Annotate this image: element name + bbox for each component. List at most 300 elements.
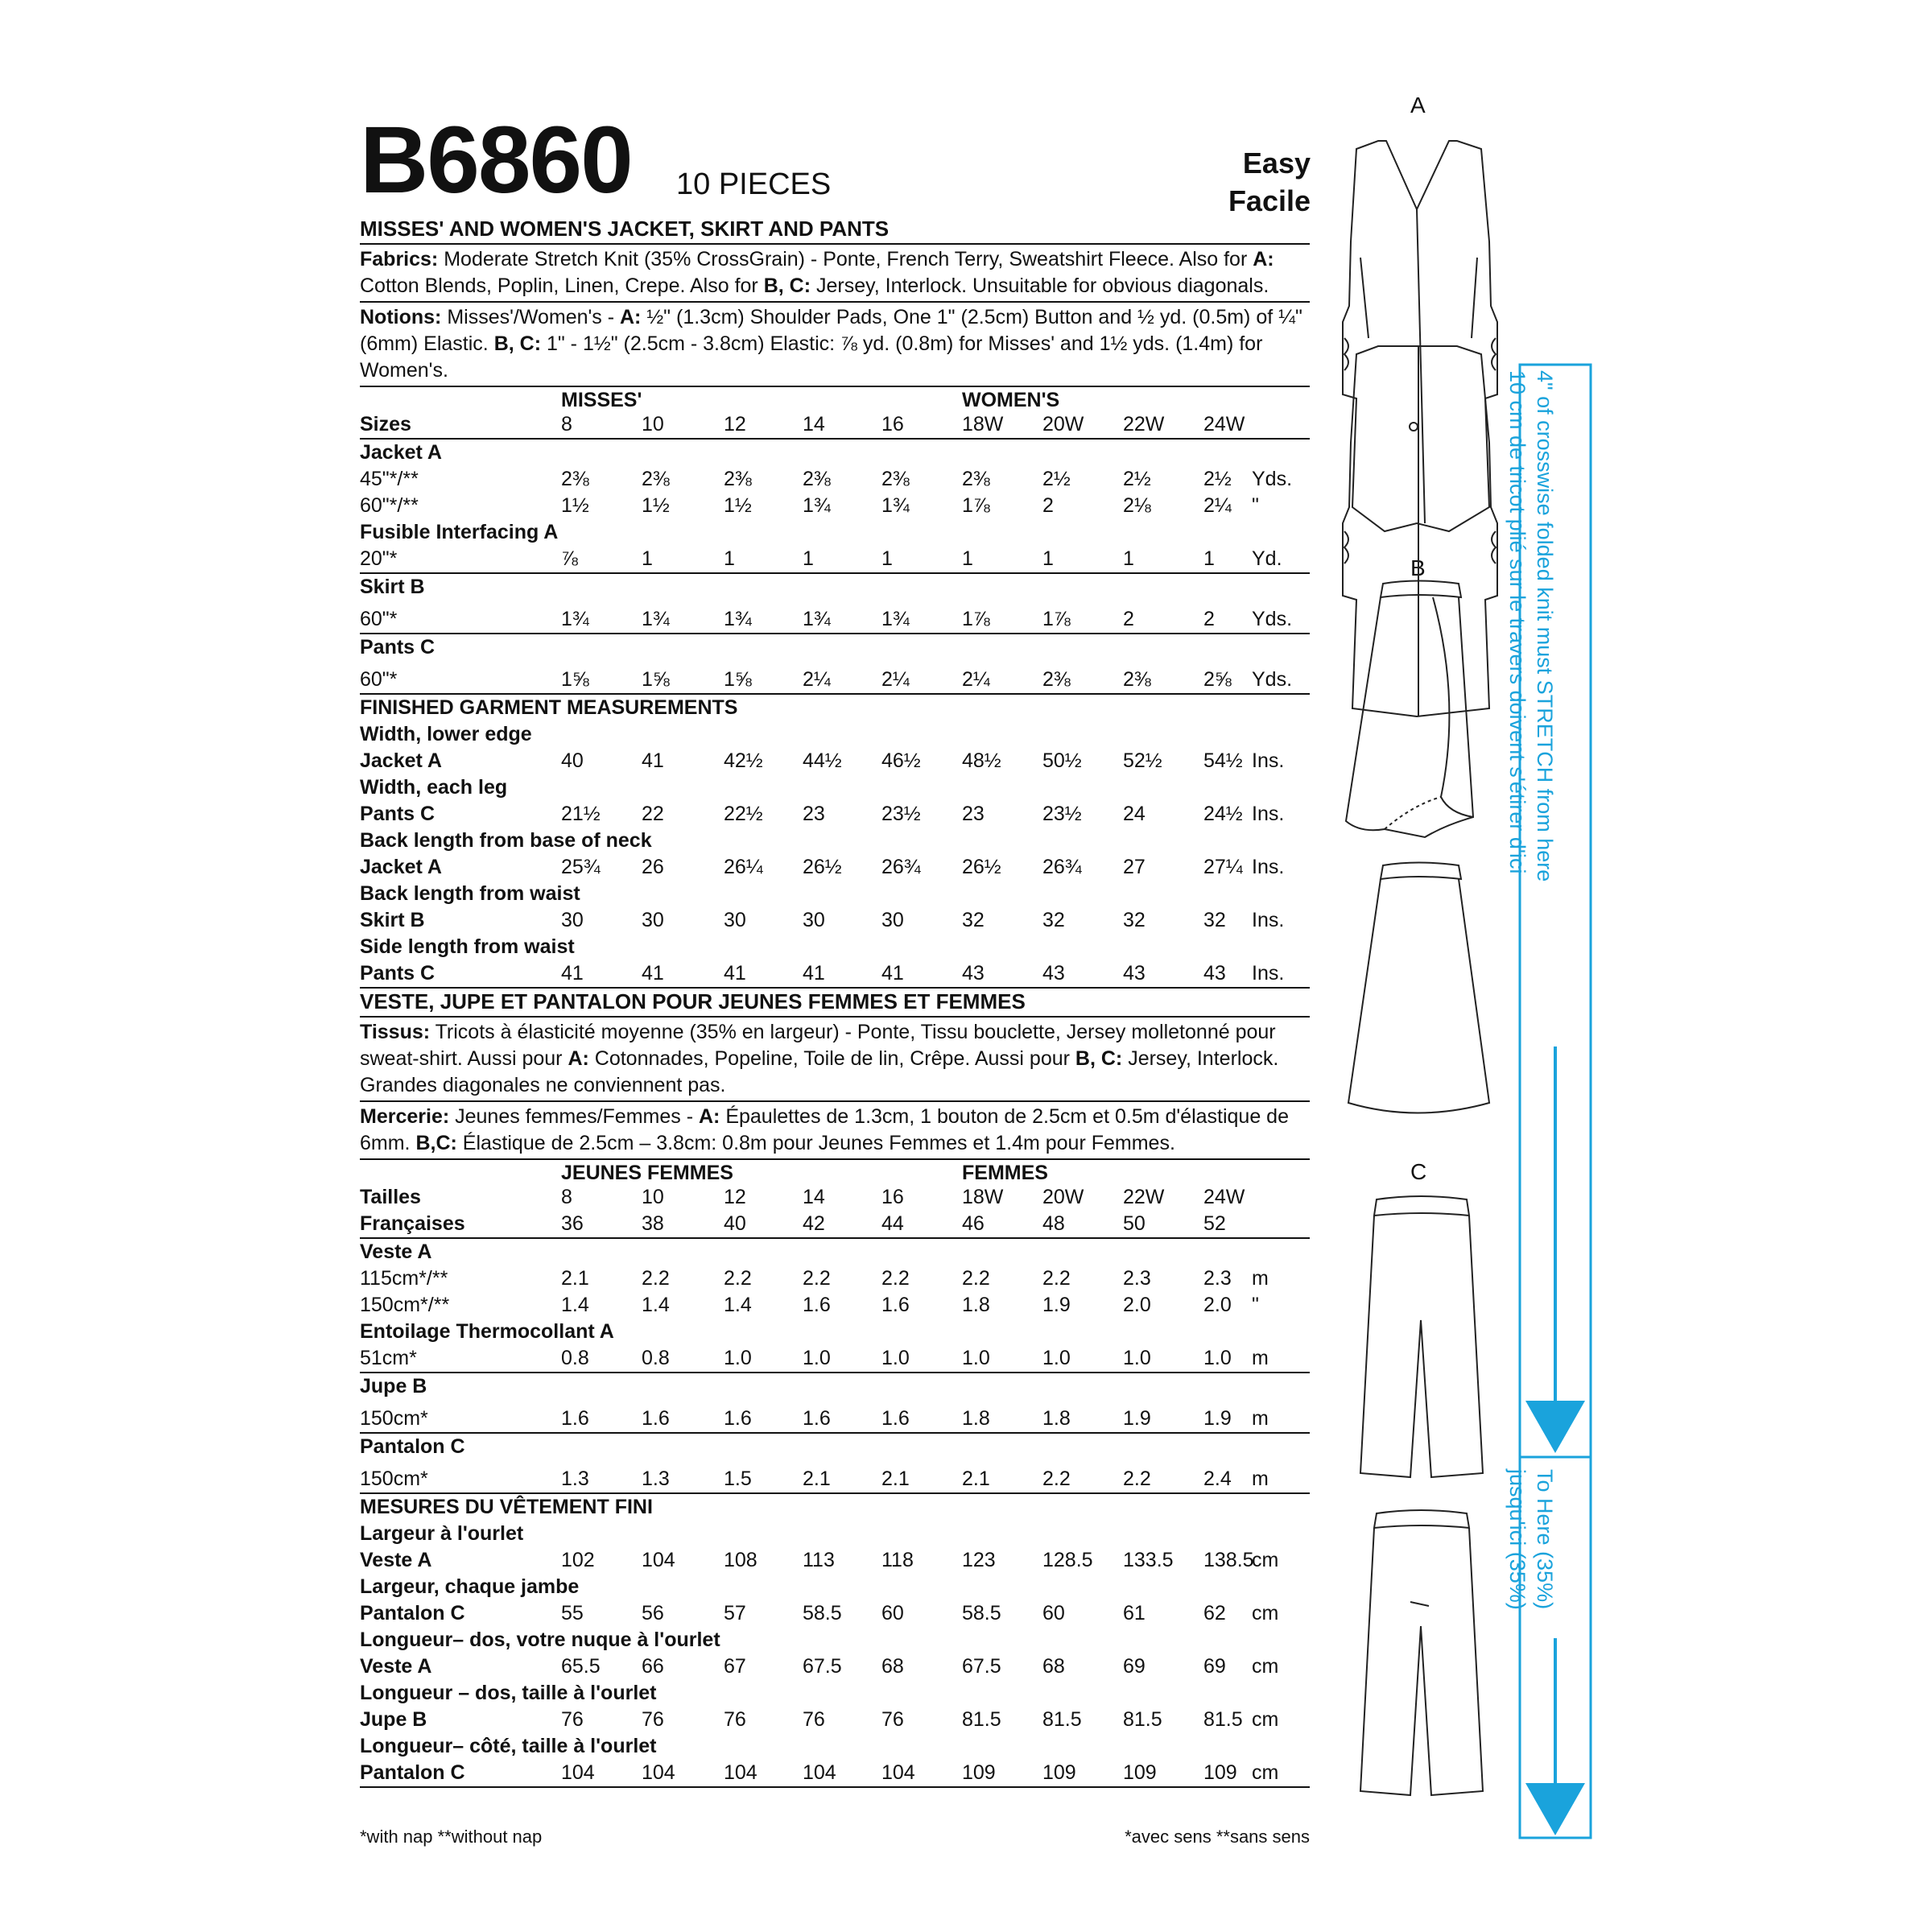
pantalon-150-row-cell: 2.1 xyxy=(803,1468,831,1490)
fusible-20-row-cell: 1 xyxy=(642,547,653,570)
largeur-jambe-row-unit: cm xyxy=(1252,1602,1279,1624)
back-neck-row-cell: 25¾ xyxy=(561,856,601,878)
largeur-ourlet-row-cell: 108 xyxy=(724,1549,758,1571)
jacket-45-row-cell: 2⅜ xyxy=(962,468,990,490)
veste-115-row-cell: 2.3 xyxy=(1123,1267,1151,1290)
veste-115-row-cell: 2.2 xyxy=(642,1267,670,1290)
skirt-60-row-cell: 1¾ xyxy=(642,608,670,630)
level-fr: Facile xyxy=(1228,184,1311,217)
title-fr: VESTE, JUPE ET PANTALON POUR JEUNES FEMMES ET FEMMES xyxy=(360,989,1310,1018)
jacket-45-row-cell: 2½ xyxy=(1042,468,1071,490)
sizes-row-cell: 8 xyxy=(561,413,572,436)
sizes-row-cell: 22W xyxy=(1123,413,1165,436)
stretch-gauge-line-1: 4" of crosswise folded knit must STRETCH from here xyxy=(1533,370,1557,882)
notions-text-2: ½" (1.3cm) Shoulder Pads, One 1" (2.5cm) Button and ½ yd. (0.5m) of ¼" (6mm) Elastic. xyxy=(360,306,1302,355)
jacket-45-row-cell: 2⅜ xyxy=(642,468,670,490)
tissus-fr-part: Tissus: xyxy=(360,1021,431,1043)
fusible-heading-label: Fusible Interfacing A xyxy=(360,521,559,543)
width-lower-row-cell: 48½ xyxy=(962,749,1001,772)
largeur-jambe-row-cell: 55 xyxy=(561,1602,584,1624)
skirt-60-row-cell: 1⅞ xyxy=(962,608,990,630)
width-lower-row-cell: 42½ xyxy=(724,749,763,772)
footnote-en: *with nap **without nap xyxy=(360,1827,543,1847)
jacket-60-row-cell: 1⅞ xyxy=(962,494,990,517)
back-neck-row-cell: 27¼ xyxy=(1203,856,1243,878)
pants-60-row-cell: 2¼ xyxy=(962,668,990,691)
largeur-jambe-row-cell: 58.5 xyxy=(962,1602,1001,1624)
long-taille-row-cell: 76 xyxy=(642,1708,664,1731)
largeur-jambe-row-cell: 60 xyxy=(1042,1602,1065,1624)
veste-150-row-cell: 2.0 xyxy=(1203,1294,1232,1316)
tailles-row-cell: 18W xyxy=(962,1186,1004,1208)
entoilage-51-row-cell: 1.0 xyxy=(1123,1347,1151,1369)
width-leg-row-cell: 22 xyxy=(642,803,664,825)
veste-115-row-unit: m xyxy=(1252,1267,1269,1290)
back-waist-row-label: Skirt B xyxy=(360,909,425,931)
jacket-front-illustration xyxy=(1343,141,1497,531)
pants-back-illustration xyxy=(1360,1510,1483,1795)
width-lower-row-unit: Ins. xyxy=(1252,749,1285,772)
pants-60-row-cell: 2⅝ xyxy=(1203,668,1232,691)
jacket-60-row-cell: 2¼ xyxy=(1203,494,1232,517)
skirt-60-row-cell: 1¾ xyxy=(724,608,752,630)
pieces-count: 10 PIECES xyxy=(676,167,832,201)
long-taille-row-cell: 81.5 xyxy=(1042,1708,1082,1731)
group-jeunes: JEUNES FEMMES xyxy=(561,1162,733,1184)
fabrics-text-2: Cotton Blends, Poplin, Linen, Crepe. Also for xyxy=(360,275,764,297)
long-nuque-row-cell: 68 xyxy=(1042,1655,1065,1678)
mercerie-fr-part: Épaulettes de 1.3cm, 1 bouton de 2.5cm et 0.5m d'élastique de 6mm. xyxy=(360,1105,1289,1154)
tissus-fr-part: Tricots à élasticité moyenne (35% en largeur) - Ponte, Tissu bouclette, Jersey molletonné pour sweat-shirt. Aussi pour xyxy=(360,1021,1276,1070)
width-lower-row-cell: 54½ xyxy=(1203,749,1243,772)
largeur-jambe-row-label: Pantalon C xyxy=(360,1602,465,1624)
veste-heading-label: Veste A xyxy=(360,1241,432,1263)
fabrics-text-1: Moderate Stretch Knit (35% CrossGrain) - Ponte, French Terry, Sweatshirt Fleece. Also for xyxy=(438,248,1253,270)
jacket-60-row-cell: 1½ xyxy=(642,494,670,517)
largeur-jambe-row-cell: 56 xyxy=(642,1602,664,1624)
largeur-ourlet-row-cell: 118 xyxy=(881,1549,914,1571)
veste-115-row-cell: 2.2 xyxy=(1042,1267,1071,1290)
side-waist-row-cell: 43 xyxy=(962,962,985,985)
notions-bc: B, C: xyxy=(493,332,542,355)
back-waist-row-unit: Ins. xyxy=(1252,909,1285,931)
jupe-150-row-cell: 1.6 xyxy=(724,1407,752,1430)
veste-115-row-label: 115cm*/** xyxy=(360,1267,448,1290)
width-leg-row-cell: 21½ xyxy=(561,803,601,825)
pants-60-row-unit: Yds. xyxy=(1252,668,1293,691)
tailles-row-cell: 22W xyxy=(1123,1186,1165,1208)
mercerie-fr-part: Jeunes femmes/Femmes - xyxy=(449,1105,699,1128)
back-waist-row-cell: 32 xyxy=(962,909,985,931)
side-waist-row-cell: 41 xyxy=(642,962,664,985)
jacket-45-row-cell: 2½ xyxy=(1203,468,1232,490)
width-lower-row-label: Jacket A xyxy=(360,749,442,772)
entoilage-51-row-cell: 1.0 xyxy=(1042,1347,1071,1369)
long-taille-row-cell: 76 xyxy=(561,1708,584,1731)
francaises-row-cell: 46 xyxy=(962,1212,985,1235)
view-label-a: A xyxy=(1410,93,1426,118)
sizes-row-cell: 12 xyxy=(724,413,746,436)
skirt-60-row-cell: 2 xyxy=(1203,608,1215,630)
skirt-60-row-cell: 1¾ xyxy=(803,608,831,630)
jacket-heading-label: Jacket A xyxy=(360,441,442,464)
stretch-gauge-line-2: 10 cm de tricot plié sur le travers doivent s'étirer d'ici xyxy=(1505,370,1530,874)
sizes-row-cell: 18W xyxy=(962,413,1004,436)
francaises-row-cell: 38 xyxy=(642,1212,664,1235)
side-waist-row-unit: Ins. xyxy=(1252,962,1285,985)
side-waist-row-cell: 41 xyxy=(803,962,825,985)
width-leg-row-cell: 24½ xyxy=(1203,803,1243,825)
jacket-45-row-cell: 2⅜ xyxy=(803,468,831,490)
pantalon-150-row-cell: 1.3 xyxy=(561,1468,589,1490)
tissus-fr-part: Jersey, Interlock. Grandes diagonales ne conviennent pas. xyxy=(360,1047,1279,1096)
jupe-150-row-cell: 1.8 xyxy=(962,1407,990,1430)
long-cote-heading-label: Longueur– côté, taille à l'ourlet xyxy=(360,1735,657,1757)
largeur-ourlet-row-cell: 104 xyxy=(642,1549,675,1571)
pants-60-row-cell: 1⅝ xyxy=(561,668,589,691)
pants-60-row-cell: 2⅜ xyxy=(1042,668,1071,691)
mercerie-fr-part: A: xyxy=(698,1105,720,1128)
pattern-number: B6860 xyxy=(360,107,632,213)
jacket-60-row-cell: 1¾ xyxy=(881,494,910,517)
long-taille-row-label: Jupe B xyxy=(360,1708,427,1731)
notions-a: A: xyxy=(620,306,642,328)
back-waist-row-cell: 32 xyxy=(1203,909,1226,931)
skirt-60-row-cell: 2 xyxy=(1123,608,1134,630)
width-lower-row-cell: 41 xyxy=(642,749,664,772)
jupe-150-row-label: 150cm* xyxy=(360,1407,428,1430)
skirt-60-row-label: 60"* xyxy=(360,608,398,630)
tailles-row-cell: 24W xyxy=(1203,1186,1245,1208)
skirt-front-illustration xyxy=(1346,581,1473,838)
back-neck-row-cell: 26½ xyxy=(962,856,1001,878)
tailles-row-cell: 10 xyxy=(642,1186,664,1208)
pantalon-150-row-cell: 2.1 xyxy=(962,1468,990,1490)
long-cote-row-cell: 104 xyxy=(642,1761,675,1784)
fusible-20-row-cell: 1 xyxy=(803,547,814,570)
francaises-row-cell: 36 xyxy=(561,1212,584,1235)
jacket-45-row-cell: 2⅜ xyxy=(724,468,752,490)
width-lower-row-cell: 46½ xyxy=(881,749,921,772)
back-neck-row-cell: 26¾ xyxy=(881,856,921,878)
pantalon-150-row-cell: 2.2 xyxy=(1123,1468,1151,1490)
side-waist-row-cell: 41 xyxy=(881,962,904,985)
jupe-150-row-cell: 1.6 xyxy=(561,1407,589,1430)
long-taille-heading-label: Longueur – dos, taille à l'ourlet xyxy=(360,1682,657,1704)
pantalon-heading-label: Pantalon C xyxy=(360,1435,465,1458)
long-cote-row-cell: 109 xyxy=(1123,1761,1157,1784)
width-leg-heading-label: Width, each leg xyxy=(360,776,508,799)
long-cote-row-cell: 104 xyxy=(803,1761,836,1784)
fabrics-text-3: Jersey, Interlock. Unsuitable for obvious diagonals. xyxy=(811,275,1269,297)
jacket-60-row-cell: 1½ xyxy=(561,494,589,517)
entoilage-51-row-cell: 1.0 xyxy=(881,1347,910,1369)
largeur-jambe-row-cell: 57 xyxy=(724,1602,746,1624)
mercerie-fr-part: Élastique de 2.5cm – 3.8cm: 0.8m pour Jeunes Femmes et 1.4m pour Femmes. xyxy=(456,1132,1175,1154)
largeur-ourlet-row-cell: 102 xyxy=(561,1549,595,1571)
veste-150-row-cell: 1.6 xyxy=(803,1294,831,1316)
width-leg-row-cell: 24 xyxy=(1123,803,1146,825)
jupe-150-row-cell: 1.6 xyxy=(803,1407,831,1430)
largeur-jambe-heading-label: Largeur, chaque jambe xyxy=(360,1575,580,1598)
largeur-jambe-row-cell: 61 xyxy=(1123,1602,1146,1624)
jacket-back-illustration xyxy=(1343,346,1497,716)
notions-text-1: Misses'/Women's - xyxy=(441,306,620,328)
long-taille-row-cell: 81.5 xyxy=(962,1708,1001,1731)
back-neck-row-cell: 26¾ xyxy=(1042,856,1082,878)
fusible-20-row-cell: ⅞ xyxy=(561,547,578,570)
veste-150-row-cell: 1.4 xyxy=(561,1294,589,1316)
level-en: Easy xyxy=(1242,147,1311,180)
back-waist-row-cell: 30 xyxy=(642,909,664,931)
skirt-60-row-cell: 1⅞ xyxy=(1042,608,1071,630)
width-lower-heading-label: Width, lower edge xyxy=(360,723,532,745)
fabrics-bc: B, C: xyxy=(763,275,811,297)
back-waist-heading-label: Back length from waist xyxy=(360,882,580,905)
long-nuque-row-label: Veste A xyxy=(360,1655,432,1678)
entoilage-51-row-cell: 1.0 xyxy=(724,1347,752,1369)
tailles-row-cell: 16 xyxy=(881,1186,904,1208)
view-label-b: B xyxy=(1410,555,1426,580)
veste-150-row-cell: 1.9 xyxy=(1042,1294,1071,1316)
jacket-60-row-cell: 2 xyxy=(1042,494,1054,517)
long-taille-row-cell: 81.5 xyxy=(1203,1708,1243,1731)
pants-60-row-cell: 2¼ xyxy=(881,668,910,691)
back-waist-row-cell: 30 xyxy=(561,909,584,931)
width-leg-row-unit: Ins. xyxy=(1252,803,1285,825)
veste-150-row-cell: 1.8 xyxy=(962,1294,990,1316)
back-waist-row-cell: 32 xyxy=(1042,909,1065,931)
width-leg-row-cell: 23½ xyxy=(1042,803,1082,825)
back-waist-row-cell: 32 xyxy=(1123,909,1146,931)
long-cote-row-label: Pantalon C xyxy=(360,1761,465,1784)
sizes-row-cell: 24W xyxy=(1203,413,1245,436)
width-leg-row-cell: 23 xyxy=(962,803,985,825)
width-leg-row-cell: 23½ xyxy=(881,803,921,825)
pantalon-150-row-cell: 2.1 xyxy=(881,1468,910,1490)
largeur-ourlet-row-label: Veste A xyxy=(360,1549,432,1571)
skirt-back-illustration xyxy=(1348,863,1489,1113)
largeur-ourlet-row-cell: 138.5 xyxy=(1203,1549,1254,1571)
pantalon-150-row-cell: 2.4 xyxy=(1203,1468,1232,1490)
fusible-20-row-cell: 1 xyxy=(1203,547,1215,570)
jupe-heading-label: Jupe B xyxy=(360,1375,427,1397)
width-leg-row-label: Pants C xyxy=(360,803,436,825)
back-neck-row-cell: 27 xyxy=(1123,856,1146,878)
largeur-ourlet-row-cell: 128.5 xyxy=(1042,1549,1093,1571)
veste-150-row-label: 150cm*/** xyxy=(360,1294,450,1316)
jupe-150-row-unit: m xyxy=(1252,1407,1269,1430)
footnote-fr: *avec sens **sans sens xyxy=(1125,1827,1310,1847)
jacket-45-row-unit: Yds. xyxy=(1252,468,1293,490)
long-nuque-row-cell: 68 xyxy=(881,1655,904,1678)
veste-150-row-cell: 1.4 xyxy=(642,1294,670,1316)
pants-heading-label: Pants C xyxy=(360,636,436,658)
long-nuque-row-cell: 67 xyxy=(724,1655,746,1678)
back-neck-row-cell: 26½ xyxy=(803,856,842,878)
pants-front-illustration xyxy=(1360,1196,1483,1477)
francaises-row-cell: 52 xyxy=(1203,1212,1226,1235)
long-taille-row-cell: 76 xyxy=(803,1708,825,1731)
fusible-20-row-label: 20"* xyxy=(360,547,398,570)
long-cote-row-cell: 109 xyxy=(1203,1761,1237,1784)
sizes-row-cell: 16 xyxy=(881,413,904,436)
notions-label: Notions: xyxy=(360,306,442,328)
jupe-150-row-cell: 1.9 xyxy=(1123,1407,1151,1430)
largeur-ourlet-heading-label: Largeur à l'ourlet xyxy=(360,1522,524,1545)
entoilage-heading-label: Entoilage Thermocollant A xyxy=(360,1320,614,1343)
tailles-row-cell: 14 xyxy=(803,1186,825,1208)
jacket-60-row-label: 60"*/** xyxy=(360,494,419,517)
stretch-gauge-line-3: To Here (35%) xyxy=(1533,1469,1557,1610)
width-lower-row-cell: 52½ xyxy=(1123,749,1162,772)
back-waist-row-cell: 30 xyxy=(881,909,904,931)
sizes-row-label: Sizes xyxy=(360,413,411,436)
long-nuque-row-cell: 67.5 xyxy=(962,1655,1001,1678)
entoilage-51-row-cell: 1.0 xyxy=(803,1347,831,1369)
francaises-row-cell: 40 xyxy=(724,1212,746,1235)
long-nuque-row-cell: 67.5 xyxy=(803,1655,842,1678)
tissus-fr-part: A: xyxy=(568,1047,589,1070)
width-lower-row-cell: 40 xyxy=(561,749,584,772)
mercerie-fr-part: Mercerie: xyxy=(360,1105,450,1128)
group-misses: MISSES' xyxy=(561,389,642,411)
pantalon-150-row-cell: 2.2 xyxy=(1042,1468,1071,1490)
mvf-title-label: MESURES DU VÊTEMENT FINI xyxy=(360,1496,653,1518)
mercerie-fr-part: B,C: xyxy=(415,1132,457,1154)
tailles-row-cell: 20W xyxy=(1042,1186,1084,1208)
long-cote-row-unit: cm xyxy=(1252,1761,1279,1784)
pants-60-row-cell: 2⅜ xyxy=(1123,668,1151,691)
pantalon-150-row-label: 150cm* xyxy=(360,1468,428,1490)
long-cote-row-cell: 109 xyxy=(962,1761,996,1784)
long-nuque-row-cell: 69 xyxy=(1123,1655,1146,1678)
group-femmes: FEMMES xyxy=(962,1162,1048,1184)
jacket-60-row-cell: 1½ xyxy=(724,494,752,517)
francaises-row-cell: 48 xyxy=(1042,1212,1065,1235)
long-nuque-row-cell: 69 xyxy=(1203,1655,1226,1678)
skirt-60-row-cell: 1¾ xyxy=(881,608,910,630)
fusible-20-row-unit: Yd. xyxy=(1252,547,1282,570)
veste-150-row-unit: " xyxy=(1252,1294,1259,1316)
long-cote-row-cell: 104 xyxy=(724,1761,758,1784)
side-waist-heading-label: Side length from waist xyxy=(360,935,575,958)
side-waist-row-cell: 41 xyxy=(561,962,584,985)
long-nuque-heading-label: Longueur– dos, votre nuque à l'ourlet xyxy=(360,1629,720,1651)
largeur-ourlet-row-cell: 133.5 xyxy=(1123,1549,1174,1571)
fabrics-label: Fabrics: xyxy=(360,248,439,270)
fusible-20-row-cell: 1 xyxy=(881,547,893,570)
skirt-60-row-cell: 1¾ xyxy=(561,608,589,630)
largeur-ourlet-row-cell: 123 xyxy=(962,1549,996,1571)
largeur-ourlet-row-cell: 113 xyxy=(803,1549,835,1571)
tissus-fr-part: Cotonnades, Popeline, Toile de lin, Crêpe. Aussi pour xyxy=(588,1047,1075,1070)
entoilage-51-row-cell: 0.8 xyxy=(642,1347,670,1369)
francaises-row-cell: 42 xyxy=(803,1212,825,1235)
sizes-row-cell: 10 xyxy=(642,413,664,436)
jacket-60-row-cell: 1¾ xyxy=(803,494,831,517)
pants-60-row-label: 60"* xyxy=(360,668,398,691)
skirt-60-row-unit: Yds. xyxy=(1252,608,1293,630)
width-lower-row-cell: 50½ xyxy=(1042,749,1082,772)
sizes-row-cell: 14 xyxy=(803,413,825,436)
pants-60-row-cell: 2¼ xyxy=(803,668,831,691)
long-taille-row-cell: 76 xyxy=(724,1708,746,1731)
largeur-jambe-row-cell: 60 xyxy=(881,1602,904,1624)
side-waist-row-cell: 41 xyxy=(724,962,746,985)
group-women: WOMEN'S xyxy=(962,389,1060,411)
veste-150-row-cell: 1.6 xyxy=(881,1294,910,1316)
long-cote-row-cell: 104 xyxy=(561,1761,595,1784)
back-neck-row-cell: 26 xyxy=(642,856,664,878)
francaises-row-cell: 44 xyxy=(881,1212,904,1235)
jacket-60-row-cell: 2⅛ xyxy=(1123,494,1151,517)
pantalon-150-row-cell: 1.3 xyxy=(642,1468,670,1490)
tailles-row-cell: 12 xyxy=(724,1186,746,1208)
title-en: MISSES' AND WOMEN'S JACKET, SKIRT AND PANTS xyxy=(360,216,1310,245)
veste-150-row-cell: 2.0 xyxy=(1123,1294,1151,1316)
side-waist-row-cell: 43 xyxy=(1203,962,1226,985)
largeur-ourlet-row-unit: cm xyxy=(1252,1549,1279,1571)
veste-115-row-cell: 2.3 xyxy=(1203,1267,1232,1290)
jupe-150-row-cell: 1.8 xyxy=(1042,1407,1071,1430)
long-taille-row-unit: cm xyxy=(1252,1708,1279,1731)
jacket-60-row-unit: " xyxy=(1252,494,1259,517)
veste-115-row-cell: 2.2 xyxy=(803,1267,831,1290)
pantalon-150-row-unit: m xyxy=(1252,1468,1269,1490)
entoilage-51-row-cell: 0.8 xyxy=(561,1347,589,1369)
side-waist-row-cell: 43 xyxy=(1042,962,1065,985)
jacket-45-row-cell: 2⅜ xyxy=(881,468,910,490)
fusible-20-row-cell: 1 xyxy=(962,547,973,570)
entoilage-51-row-cell: 1.0 xyxy=(962,1347,990,1369)
jacket-45-row-cell: 2½ xyxy=(1123,468,1151,490)
francaises-row-label: Françaises xyxy=(360,1212,465,1235)
tailles-row-label: Tailles xyxy=(360,1186,421,1208)
entoilage-51-row-label: 51cm* xyxy=(360,1347,417,1369)
skirt-heading-label: Skirt B xyxy=(360,576,425,598)
entoilage-51-row-cell: 1.0 xyxy=(1203,1347,1232,1369)
long-taille-row-cell: 76 xyxy=(881,1708,904,1731)
long-cote-row-cell: 104 xyxy=(881,1761,915,1784)
fusible-20-row-cell: 1 xyxy=(1123,547,1134,570)
long-nuque-row-cell: 66 xyxy=(642,1655,664,1678)
long-nuque-row-unit: cm xyxy=(1252,1655,1279,1678)
sizes-row-cell: 20W xyxy=(1042,413,1084,436)
tailles-row-cell: 8 xyxy=(561,1186,572,1208)
long-cote-row-cell: 109 xyxy=(1042,1761,1076,1784)
back-neck-row-unit: Ins. xyxy=(1252,856,1285,878)
width-lower-row-cell: 44½ xyxy=(803,749,842,772)
back-waist-row-cell: 30 xyxy=(803,909,825,931)
stretch-gauge-line-4: jusqu'ici (35%) xyxy=(1505,1469,1530,1610)
back-neck-row-cell: 26¼ xyxy=(724,856,763,878)
width-leg-row-cell: 22½ xyxy=(724,803,763,825)
veste-115-row-cell: 2.2 xyxy=(724,1267,752,1290)
francaises-row-cell: 50 xyxy=(1123,1212,1146,1235)
side-waist-row-cell: 43 xyxy=(1123,962,1146,985)
side-waist-row-label: Pants C xyxy=(360,962,436,985)
pants-60-row-cell: 1⅝ xyxy=(642,668,670,691)
largeur-jambe-row-cell: 58.5 xyxy=(803,1602,842,1624)
largeur-jambe-row-cell: 62 xyxy=(1203,1602,1226,1624)
jacket-45-row-label: 45"*/** xyxy=(360,468,419,490)
jupe-150-row-cell: 1.6 xyxy=(881,1407,910,1430)
veste-115-row-cell: 2.2 xyxy=(881,1267,910,1290)
fabrics-a: A: xyxy=(1253,248,1274,270)
width-leg-row-cell: 23 xyxy=(803,803,825,825)
pantalon-150-row-cell: 1.5 xyxy=(724,1468,752,1490)
